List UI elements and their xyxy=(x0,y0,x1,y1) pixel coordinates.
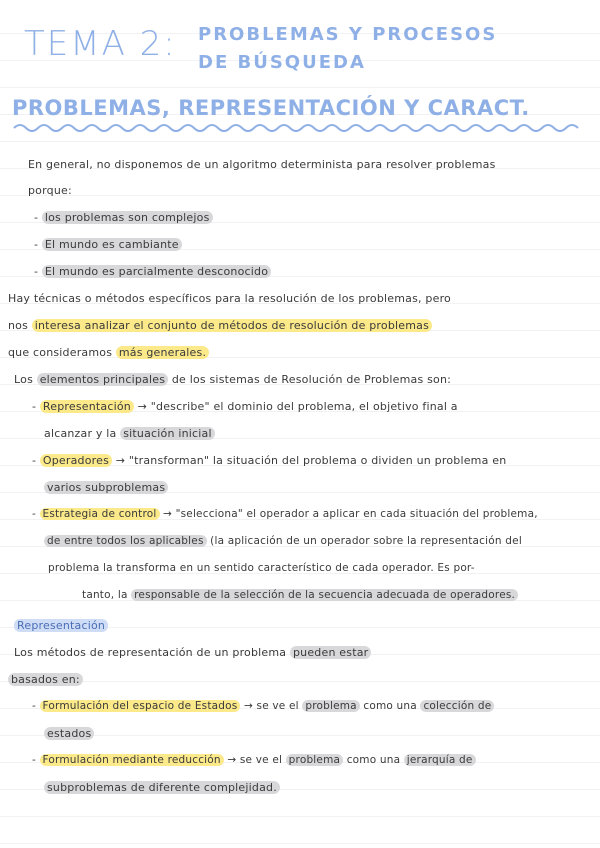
para2-line-3 xyxy=(8,346,209,359)
para2-line-1: Hay técnicas o métodos específicos para la resolución de los problemas, pero xyxy=(8,292,451,305)
op-text-1: → "transforman" la situación del problema o dividen un problema en xyxy=(115,454,507,467)
rep-line-1: - Representación → "describe" el dominio del problema, el objetivo final a xyxy=(32,400,458,413)
op-label: Operadores xyxy=(40,454,112,467)
elements-intro xyxy=(14,373,451,386)
est-line-3: problema la transforma en un sentido característico de cada operador. Es por- xyxy=(48,562,475,574)
repr-line-2 xyxy=(8,673,83,686)
f1-label: Formulación del espacio de Estados xyxy=(40,700,241,712)
tema-label: TEMA 2: xyxy=(24,24,177,64)
bullet-1-text: los problemas son complejos xyxy=(42,211,213,224)
title-line-2: DE BÚSQUEDA xyxy=(198,52,366,73)
op-line-1: - Operadores → "transforman" la situación del problema o dividen un problema en xyxy=(32,454,507,467)
rep-text-1: → "describe" el dominio del problema, el objetivo final a xyxy=(137,400,458,413)
f2-text-highlight: problema xyxy=(286,754,343,766)
rep-line-2 xyxy=(44,427,215,440)
f2-text-pre: → se ve el xyxy=(227,754,283,766)
bullet-3-text: El mundo es parcialmente desconocido xyxy=(42,265,271,278)
f1-text-highlight-2: colección de xyxy=(420,700,494,712)
elements-intro-post: de los sistemas de Resolución de Problemas son: xyxy=(171,373,452,386)
rep-text-2-highlight: situación inicial xyxy=(120,427,215,440)
para2-line-3-highlight: más generales. xyxy=(116,346,209,359)
est-label: Estrategia de control xyxy=(40,508,160,520)
f1-text-mid: como una xyxy=(363,700,417,712)
bullet-2: - El mundo es cambiante xyxy=(34,238,182,251)
para2-line-2-highlight: interesa analizar el conjunto de métodos de resolución de problemas xyxy=(32,319,432,332)
f2-line-2 xyxy=(44,781,280,794)
subtitle-wave-underline xyxy=(12,122,587,134)
f1-text-pre: → se ve el xyxy=(243,700,299,712)
bullet-1: - los problemas son complejos xyxy=(34,211,213,224)
intro-line-2: porque: xyxy=(28,184,72,197)
repr-line-1-highlight: pueden estar xyxy=(290,646,371,659)
est-line-2 xyxy=(44,535,522,547)
est-text-2-highlight: de entre todos los aplicables xyxy=(44,535,207,547)
f2-label: Formulación mediante reducción xyxy=(40,754,224,766)
op-line-2 xyxy=(44,481,168,494)
est-text-1: → "selecciona" el operador a aplicar en cada situación del problema, xyxy=(163,508,538,520)
bullet-3: - El mundo es parcialmente desconocido xyxy=(34,265,271,278)
elements-intro-pre: Los xyxy=(14,373,33,386)
subtitle: PROBLEMAS, REPRESENTACIÓN Y CARACT. xyxy=(12,96,530,120)
est-text-2-post: (la aplicación de un operador sobre la representación del xyxy=(210,535,522,547)
f2-text-mid: como una xyxy=(346,754,401,766)
para2-line-3-pre: que consideramos xyxy=(8,346,113,359)
rep-text-2-pre: alcanzar y la xyxy=(44,427,117,440)
f2-line-1: - Formulación mediante reducción → se ve el problema como una jerarquía de xyxy=(32,754,476,766)
repr-line-1 xyxy=(14,646,371,659)
f1-text-2: estados xyxy=(44,727,94,740)
est-line-1: - Estrategia de control → "selecciona" el operador a aplicar en cada situación del problema, xyxy=(32,508,538,520)
rep-label: Representación xyxy=(40,400,134,413)
para2-line-2 xyxy=(8,319,432,332)
op-text-2: varios subproblemas xyxy=(44,481,168,494)
intro-line-1: En general, no disponemos de un algoritmo determinista para resolver problemas xyxy=(28,158,496,171)
est-text-4-highlight: responsable de la selección de la secuencia adecuada de operadores. xyxy=(131,589,518,601)
title-line-1: PROBLEMAS Y PROCESOS xyxy=(198,24,498,45)
est-line-4 xyxy=(82,589,518,601)
f1-line-2 xyxy=(44,727,94,740)
f1-text-highlight: problema xyxy=(302,700,359,712)
elements-intro-highlight: elementos principales xyxy=(37,373,168,386)
est-text-4-pre: tanto, la xyxy=(82,589,128,601)
repr-line-2-text: basados en: xyxy=(8,673,83,686)
f2-text-2: subproblemas de diferente complejidad. xyxy=(44,781,280,794)
para2-line-2-pre: nos xyxy=(8,319,29,332)
repr-line-1-pre: Los métodos de representación de un problema xyxy=(14,646,287,659)
f2-text-highlight-2: jerarquía de xyxy=(404,754,476,766)
representacion-heading-text: Representación xyxy=(14,619,108,632)
representacion-heading xyxy=(14,619,108,632)
f1-line-1: - Formulación del espacio de Estados → se ve el problema como una colección de xyxy=(32,700,494,712)
bullet-2-text: El mundo es cambiante xyxy=(42,238,182,251)
